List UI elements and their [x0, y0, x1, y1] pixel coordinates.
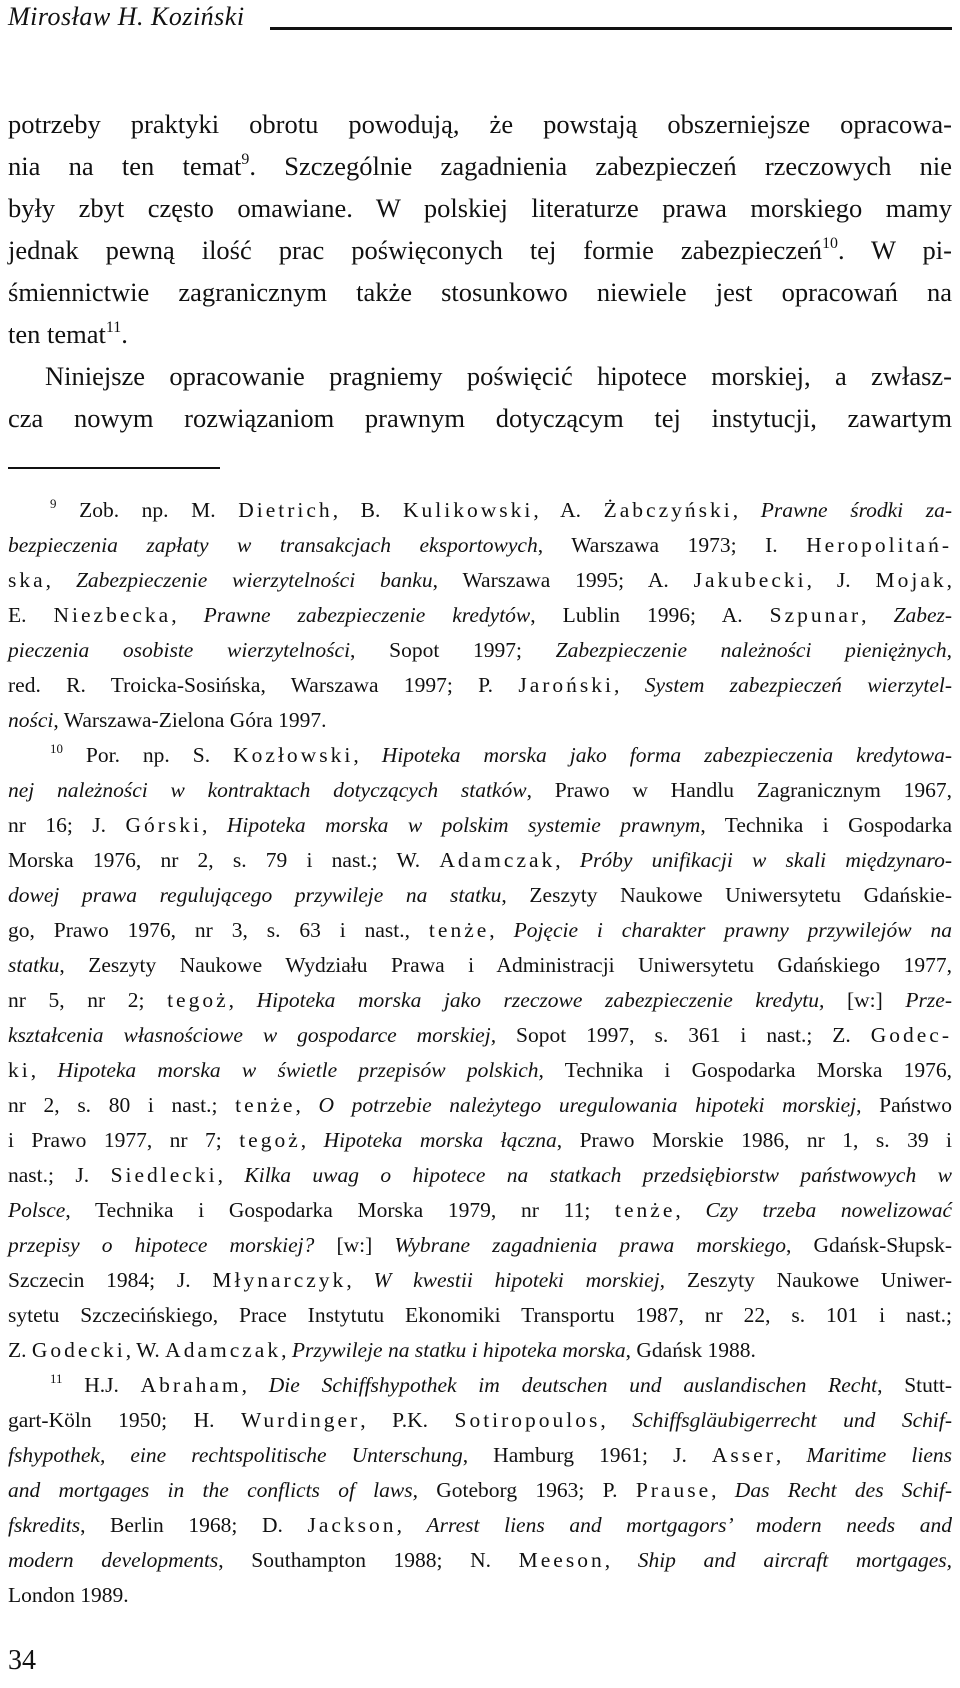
footnote-line [8, 1438, 952, 1473]
footnote-separator [8, 467, 220, 469]
text-run: , A. [533, 498, 604, 522]
text-run: były zbyt często omawiane. W polskiej literaturze prawa morskiego mamy [8, 193, 952, 223]
text-run: , Technika i Gospodarka Morska 1979, nr 11; [65, 1198, 616, 1222]
author-name: Siedlecki [110, 1163, 218, 1187]
text-run: Goteborg 1963; P. [418, 1478, 636, 1502]
footnote-line [8, 598, 952, 633]
italic-title: Hipoteka morska w polskim systemie prawnym [226, 813, 701, 837]
author-name: tenże [235, 1093, 296, 1117]
author-name: Godec- [870, 1023, 952, 1047]
footnote-9 [8, 493, 952, 738]
author-name: Żabczyński [603, 498, 733, 522]
text-run: , [600, 1408, 633, 1432]
text-run: [w:] [314, 1233, 395, 1257]
author-name: Niezbecka [53, 603, 172, 627]
footnote-number: 10 [50, 741, 63, 756]
text-run: Morska 1976, nr 2, s. 79 i nast.; W. [8, 848, 440, 872]
text-run: nast.; J. [8, 1163, 111, 1187]
italic-title: Hipoteka morska jako rzeczowe zabezpieczenie kredytu, [256, 988, 825, 1012]
text-run: , [604, 1548, 638, 1572]
text-run: , Państwo [856, 1093, 953, 1117]
author-name: Adamczak [439, 848, 556, 872]
italic-title: ności [8, 708, 54, 732]
author-name: Meeson [518, 1548, 605, 1572]
text-run: , [45, 568, 76, 592]
footnote-line [8, 1298, 952, 1333]
italic-title: Czy trzeba nowelizować [705, 1198, 952, 1222]
italic-title: modern developments [8, 1548, 219, 1572]
footnote-number: 11 [50, 1371, 63, 1386]
author-name: Asser [711, 1443, 776, 1467]
footnote-line [8, 1018, 952, 1053]
text-run: , Lublin 1996; A. [530, 603, 770, 627]
page-number: 34 [8, 1645, 36, 1676]
author-name: Adamczak [165, 1338, 282, 1362]
text-run: cza nowym rozwiązaniom prawnym dotyczącym tej instytucji, zawartym [8, 403, 952, 433]
italic-title: nej należności w kontraktach dotyczących statków [8, 778, 527, 802]
footnote-number: 9 [50, 496, 57, 511]
author-name: Dietrich [238, 498, 333, 522]
text-run: , [228, 988, 257, 1012]
text-run: , [202, 813, 227, 837]
footnote-line [8, 1263, 952, 1298]
italic-title: Zabez- [893, 603, 953, 627]
text-run: , [353, 743, 382, 767]
text-run: Por. np. S. [85, 743, 234, 767]
text-run: H.J. [84, 1373, 141, 1397]
italic-title: Zabezpieczenie należności pieniężnych, [555, 638, 952, 662]
text-run: jednak pewną ilość prac poświęconych tej formie zabezpieczeń [8, 235, 823, 265]
footnote-line [8, 1473, 952, 1508]
author-name: Prause [635, 1478, 712, 1502]
running-head: Mirosław H. Koziński [8, 2, 245, 31]
text-run: ten temat [8, 319, 106, 349]
italic-title: Ship and aircraft mortgages, [637, 1548, 953, 1572]
text-line [8, 271, 952, 313]
author-name: ska [8, 568, 46, 592]
text-run: , [489, 918, 514, 942]
footnote-line [8, 1123, 952, 1158]
text-run: , [241, 1373, 269, 1397]
text-run: , [675, 1198, 706, 1222]
text-line [8, 397, 952, 439]
text-run: Sopot 1997, s. 361 i nast.; Z. [496, 1023, 871, 1047]
footnote-line [8, 808, 952, 843]
author-name: Jakubecki [693, 568, 807, 592]
footnote-line [8, 1053, 952, 1088]
author-name: Kulikowski [402, 498, 534, 522]
text-run: , [775, 1443, 807, 1467]
text-run: , Warszawa 1973; I. [537, 533, 807, 557]
text-line [8, 187, 952, 229]
footnote-line [8, 1578, 952, 1613]
footnote-line [8, 843, 952, 878]
italic-title: O potrzebie należytego uregulowania hipoteki morskiej [318, 1093, 857, 1117]
footnote-line [8, 1158, 952, 1193]
text-run: , [711, 1478, 735, 1502]
footnote-line [8, 1333, 952, 1368]
text-run: , [346, 1268, 374, 1292]
text-run: , Southampton 1988; N. [218, 1548, 519, 1572]
text-run: i Prawo 1977, nr 7; [8, 1128, 240, 1152]
text-run: , [861, 603, 894, 627]
footnote-line [8, 1508, 952, 1543]
text-run: , [295, 1093, 319, 1117]
author-name: tegoż [167, 988, 229, 1012]
text-run: , Zeszyty Naukowe Wydziału Prawa i Administracji Uniwersytetu Gdańskiego 1977, [59, 953, 952, 977]
footnote-line [8, 773, 952, 808]
italic-title: Die Schiffshypothek im deutschen und auslandischen Recht [268, 1373, 878, 1397]
text-run: Z. [8, 1338, 32, 1362]
author-name: Godecki [31, 1338, 126, 1362]
author-name: Abraham [140, 1373, 242, 1397]
italic-title: przepisy o hipotece morskiej? [8, 1233, 315, 1257]
text-run: , Berlin 1968; D. [80, 1513, 308, 1537]
text-run: nr 5, nr 2; [8, 988, 168, 1012]
italic-title: dowej prawa regulującego przywileje na statku [8, 883, 502, 907]
text-run: Szczecin 1984; J. [8, 1268, 213, 1292]
text-run: London 1989. [8, 1583, 129, 1607]
text-run: , Hamburg 1961; J. [462, 1443, 712, 1467]
text-run: E. [8, 603, 54, 627]
text-run: , [30, 1058, 58, 1082]
italic-title: Prawne zabezpieczenie kredytów [203, 603, 531, 627]
footnote-ref: 9 [241, 150, 250, 168]
text-run: , Prawo w Handlu Zagranicznym 1967, [526, 778, 952, 802]
author-name: Jaroński [518, 673, 615, 697]
italic-title: Prawne środki za- [760, 498, 953, 522]
author-name: Sotiropoulos [454, 1408, 601, 1432]
author-name: Wurdinger [240, 1408, 361, 1432]
text-line [8, 145, 952, 187]
italic-title: Polsce [8, 1198, 66, 1222]
footnote-line [8, 1088, 952, 1123]
text-run: [w:] [824, 988, 906, 1012]
text-run: Niniejsze opracowanie pragniemy poświęcić hipotece morskiej, a zwłasz- [45, 361, 952, 391]
text-run: , [171, 603, 204, 627]
main-text [8, 103, 952, 439]
author-name: Górski [125, 813, 203, 837]
text-run: , [732, 498, 761, 522]
text-run: , Prawo Morskie 1986, nr 1, s. 39 i [556, 1128, 953, 1152]
text-run: , J. [806, 568, 876, 592]
text-run: , Warszawa 1995; A. [432, 568, 694, 592]
italic-title: Arrest liens and mortgagors’ modern needs and [426, 1513, 953, 1537]
author-name: Mojak [875, 568, 947, 592]
text-run: , B. [332, 498, 403, 522]
text-run: , [614, 673, 645, 697]
author-name: ki [8, 1058, 31, 1082]
italic-title: fshypothek, eine rechtspolitische Unterschung [8, 1443, 463, 1467]
text-run: . W pi- [837, 235, 952, 265]
footnote-line [8, 1193, 952, 1228]
footnote-line [8, 913, 952, 948]
text-run: potrzeby praktyki obrotu powodują, że powstają obszerniejsze opracowa- [8, 109, 952, 139]
footnote-11 [8, 1368, 952, 1613]
footnote-line [8, 1403, 952, 1438]
page-header [8, 0, 952, 40]
text-run: . [121, 319, 128, 349]
italic-title: Das Recht des Schif- [734, 1478, 952, 1502]
text-line [8, 355, 952, 397]
text-run: śmiennictwie zagranicznym także stosunkowo niewiele jest opracowań na [8, 277, 952, 307]
footnote-line [8, 703, 952, 738]
italic-title: System zabezpieczeń wierzytel- [644, 673, 953, 697]
footnote-line [8, 878, 952, 913]
footnote-line [8, 738, 952, 773]
text-run: nia na ten temat [8, 151, 242, 181]
text-run: go, Prawo 1976, nr 3, s. 63 i nast., [8, 918, 429, 942]
footnotes [8, 493, 952, 1613]
author-name: Jackson [307, 1513, 397, 1537]
author-name: tenże [615, 1198, 676, 1222]
text-line [8, 229, 952, 271]
footnote-line [8, 983, 952, 1018]
text-run: Technika i Gospodarka Morska 1976, [543, 1058, 952, 1082]
text-run: , Technika i Gospodarka [700, 813, 953, 837]
italic-title: Prze- [905, 988, 952, 1012]
text-run: nr 2, s. 80 i nast.; [8, 1093, 236, 1117]
footnote-line [8, 633, 952, 668]
italic-title: W kwestii hipoteki morskiej, [373, 1268, 666, 1292]
text-run: , Stutt- [877, 1373, 953, 1397]
text-run: , Gdańsk-Słupsk- [785, 1233, 952, 1257]
text-run: , P.K. [360, 1408, 455, 1432]
text-run: sytetu Szczecińskiego, Prace Instytutu Ekonomiki Transportu 1987, nr 22, s. 101 i nast.; [8, 1303, 952, 1327]
italic-title: and mortgages in the conflicts of laws, [8, 1478, 418, 1502]
italic-title: pieczenia osobiste wierzytelności [8, 638, 351, 662]
italic-title: Zabezpieczenie wierzytelności banku [75, 568, 433, 592]
italic-title: bezpieczenia zapłaty w transakcjach eksportowych [8, 533, 538, 557]
footnote-ref: 10 [822, 234, 838, 252]
header-rule [270, 27, 952, 30]
text-run: , Warszawa-Zielona Góra 1997. [53, 708, 327, 732]
italic-title: kształcenia własnościowe w gospodarce morskiej, [8, 1023, 497, 1047]
text-run: , [555, 848, 580, 872]
text-run: nr 16; J. [8, 813, 126, 837]
footnote-line [8, 1543, 952, 1578]
italic-title: Hipoteka morska łączna [323, 1128, 557, 1152]
text-run: , [281, 1338, 292, 1362]
author-name: Młynarczyk [212, 1268, 347, 1292]
text-run: . Szczególnie zagadnienia zabezpieczeń rzeczowych nie [249, 151, 952, 181]
author-name: Kozłowski [233, 743, 354, 767]
italic-title: Schiffsgläubigerrecht und Schif- [632, 1408, 952, 1432]
author-name: Szpunar [769, 603, 862, 627]
text-run: , W. [125, 1338, 166, 1362]
footnote-10 [8, 738, 952, 1368]
text-run: , Gdańsk 1988. [625, 1338, 756, 1362]
text-line [8, 313, 952, 355]
footnote-line [8, 668, 952, 703]
italic-title: Przywileje na statku i hipoteka morska [291, 1338, 626, 1362]
footnote-ref: 11 [105, 318, 122, 336]
text-run: , [300, 1128, 324, 1152]
text-line [8, 103, 952, 145]
italic-title: Hipoteka morska jako forma zabezpieczenia kredytowa- [381, 743, 953, 767]
italic-title: statku [8, 953, 60, 977]
text-run: Zeszyty Naukowe Uniwer- [665, 1268, 952, 1292]
footnote-line [8, 1228, 952, 1263]
italic-title: fskredits [8, 1513, 81, 1537]
italic-title: Próby unifikacji w skali międzynaro- [579, 848, 953, 872]
author-name: tenże [428, 918, 490, 942]
footnote-line [8, 948, 952, 983]
footnote-line [8, 563, 952, 598]
text-run: , Zeszyty Naukowe Uniwersytetu Gdańskie- [501, 883, 952, 907]
text-run: gart-Köln 1950; H. [8, 1408, 241, 1432]
footnote-line [8, 528, 952, 563]
italic-title: Maritime liens [806, 1443, 953, 1467]
text-run: , [217, 1163, 245, 1187]
author-name: Heropolitań- [806, 533, 953, 557]
italic-title: Pojęcie i charakter prawny przywilejów na [513, 918, 952, 942]
author-name: tegoż [239, 1128, 301, 1152]
text-run: Zob. np. M. [79, 498, 239, 522]
text-run: , [396, 1513, 427, 1537]
italic-title: Kilka uwag o hipotece na statkach przedsiębiorstw państwowych w [244, 1163, 952, 1187]
italic-title: Wybrane zagadnienia prawa morskiego [394, 1233, 786, 1257]
footnote-line [8, 1368, 952, 1403]
italic-title: Hipoteka morska w świetle przepisów polskich, [57, 1058, 544, 1082]
text-run: , [946, 568, 952, 592]
text-run: red. R. Troicka-Sosińska, Warszawa 1997; P. [8, 673, 519, 697]
footnote-line [8, 493, 952, 528]
text-run: , Sopot 1997; [350, 638, 556, 662]
